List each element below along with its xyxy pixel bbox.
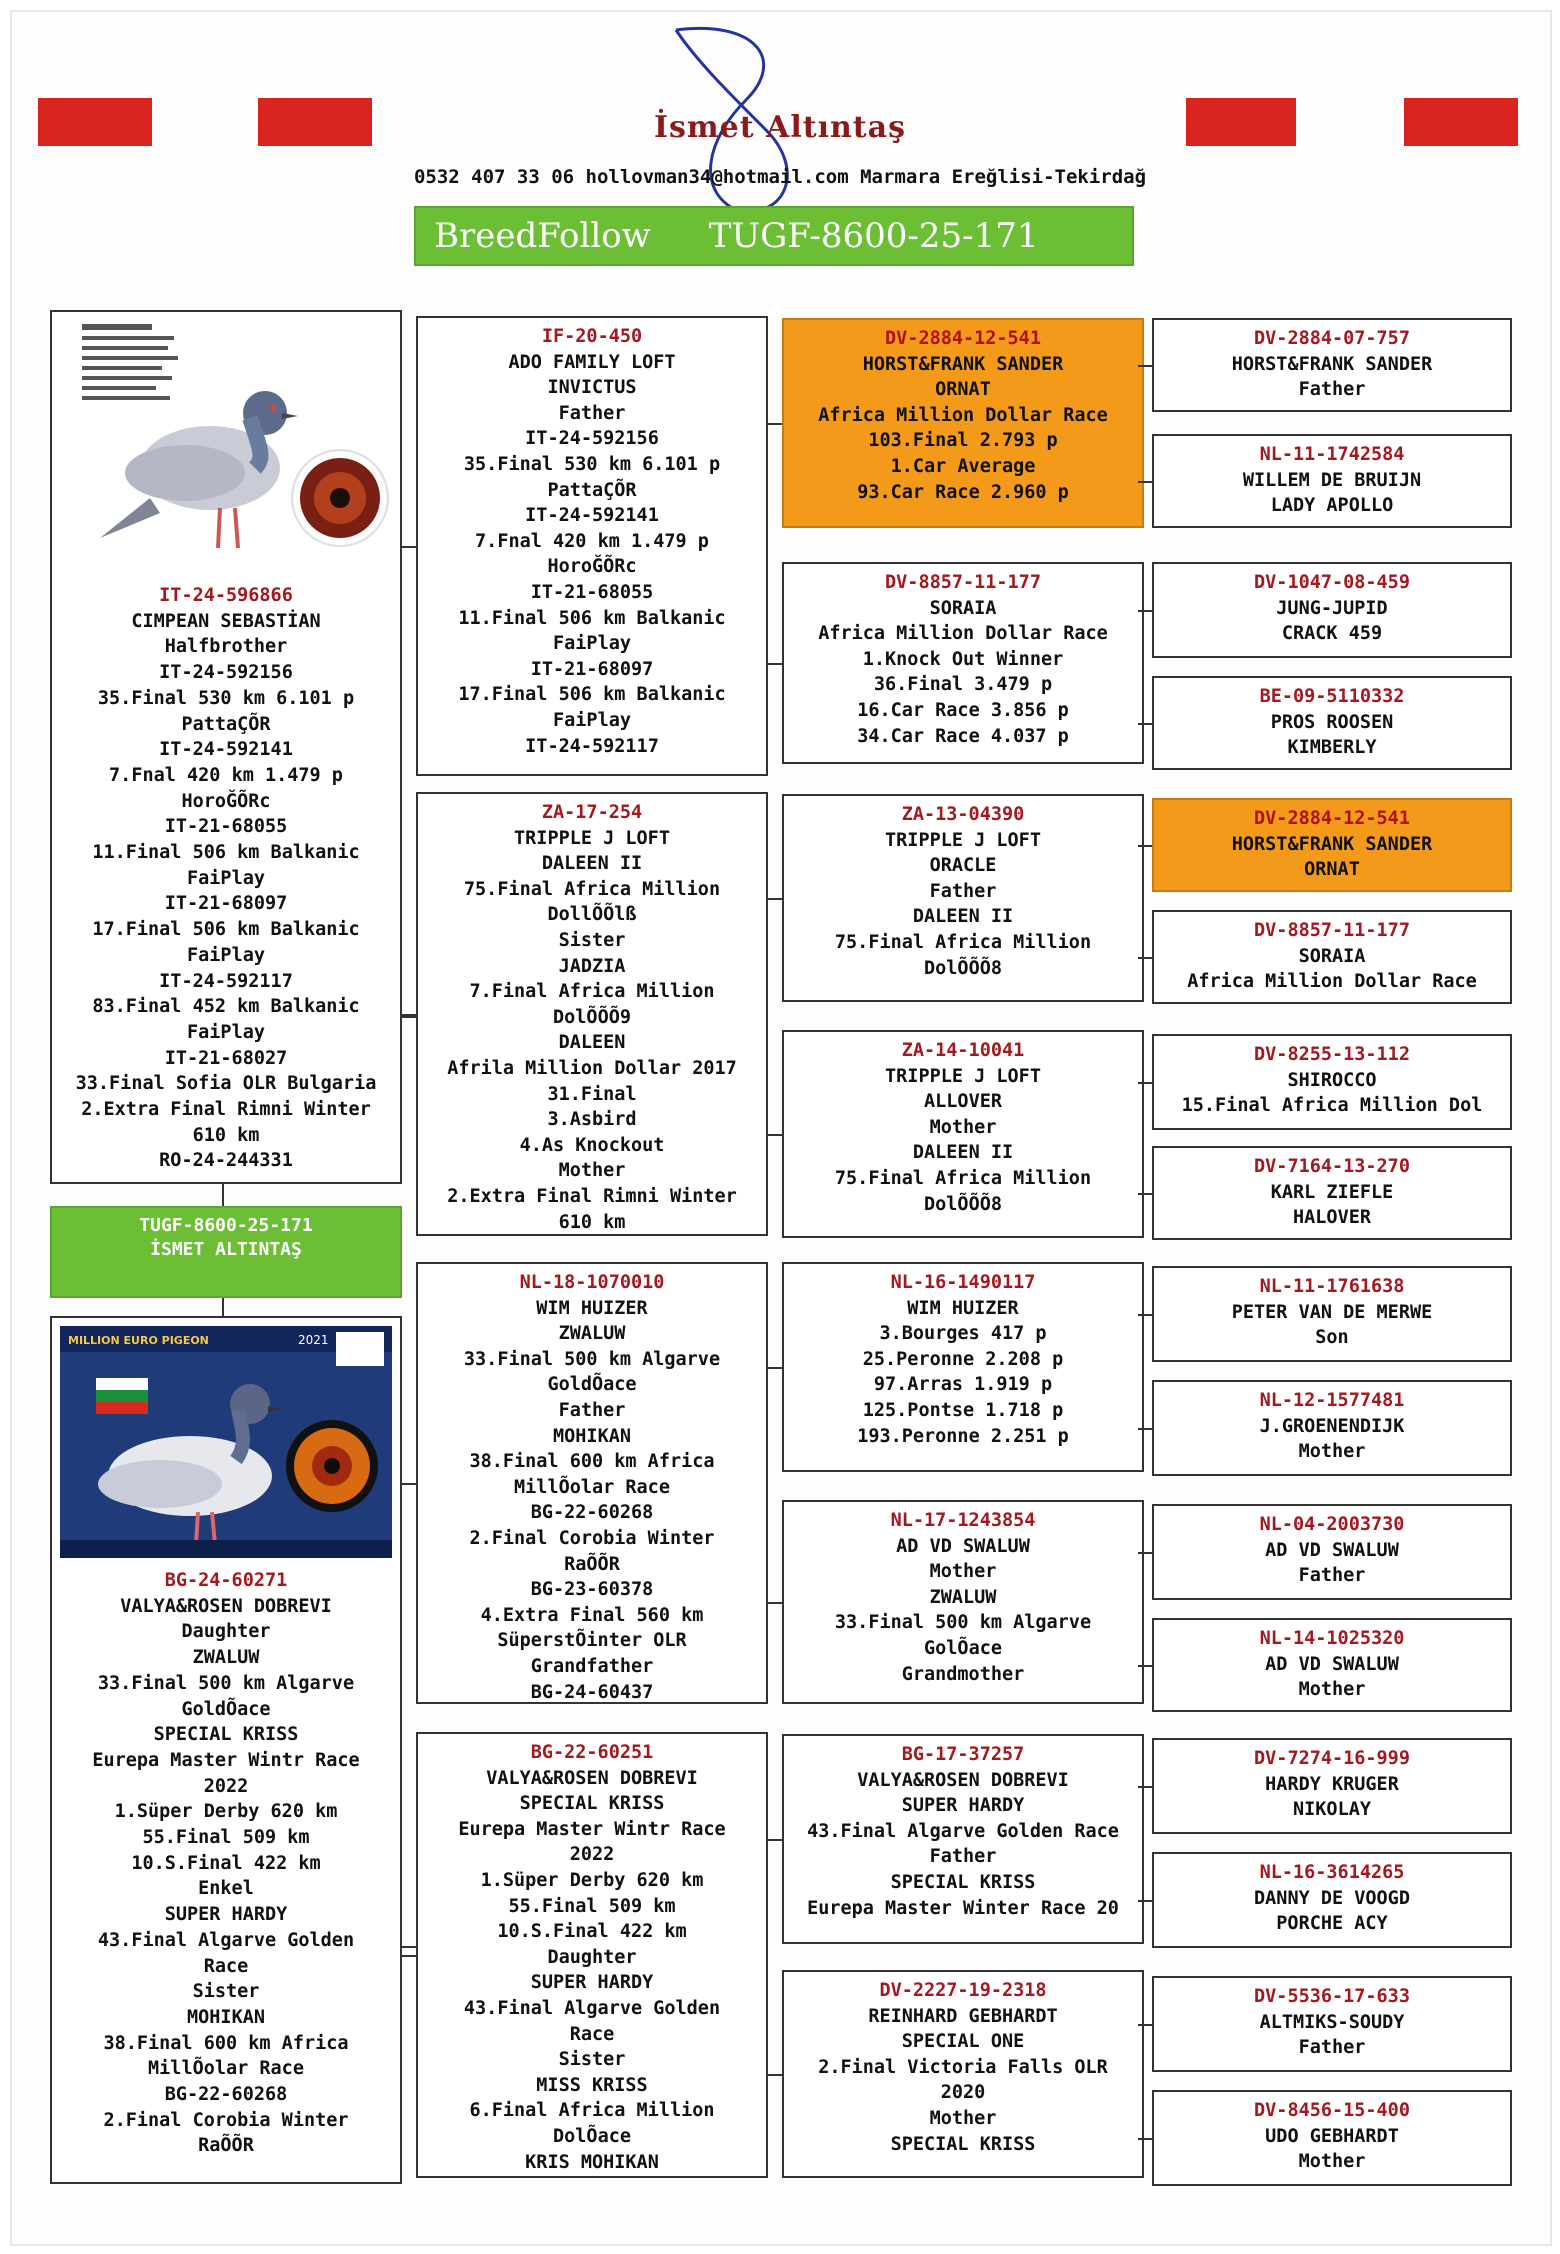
parent-line: MillÕolar Race bbox=[514, 1476, 670, 1498]
great-grandparent-line: HORST&FRANK SANDER bbox=[1231, 833, 1433, 855]
parent-line: 4.Extra Final 560 km bbox=[480, 1604, 704, 1626]
grandparent-card bbox=[782, 1500, 1144, 1704]
dam-line: Sister bbox=[192, 1981, 260, 2003]
grandparent-ring-number: DV-2884-12-541 bbox=[885, 328, 1041, 349]
parent-line: KRIS MOHIKAN bbox=[525, 2151, 659, 2173]
owner-name: İsmet Altıntaş bbox=[654, 110, 906, 145]
owner-code-name: İSMET ALTINTAŞ bbox=[150, 1239, 302, 1260]
subject-line: FaiPlay bbox=[187, 944, 265, 966]
great-grandparent-card bbox=[1152, 1976, 1512, 2072]
great-grandparent-ring-number: DV-8456-15-400 bbox=[1254, 2100, 1410, 2121]
parent-line: SUPER HARDY bbox=[530, 1972, 654, 1994]
grandparent-ring-number: BG-17-37257 bbox=[901, 1744, 1025, 1765]
parent-line: 55.Final 509 km bbox=[508, 1895, 676, 1917]
parent-line: FaiPlay bbox=[553, 633, 631, 655]
parent-ring-number: BG-22-60251 bbox=[530, 1742, 654, 1763]
subject-info bbox=[52, 583, 400, 1174]
great-grandparent-line: Son bbox=[1315, 1327, 1349, 1349]
grandparent-card bbox=[782, 562, 1144, 764]
subject-line: IT-21-68097 bbox=[164, 893, 288, 915]
dam-pigeon-image bbox=[60, 1326, 392, 1558]
great-grandparent-connector bbox=[1138, 610, 1152, 612]
great-grandparent-line: HORST&FRANK SANDER bbox=[1231, 353, 1433, 375]
great-grandparent-connector bbox=[1138, 1428, 1152, 1430]
grandparent-connector bbox=[768, 663, 782, 665]
great-grandparent-line: HARDY KRUGER bbox=[1265, 1773, 1399, 1795]
parent-line: Race bbox=[569, 2023, 615, 2045]
great-grandparent-line: J.GROENENDIJK bbox=[1259, 1415, 1405, 1437]
grandparent-line: Africa Million Dollar Race bbox=[818, 404, 1108, 426]
great-grandparent-line: LADY APOLLO bbox=[1270, 495, 1394, 517]
great-grandparent-connector bbox=[1138, 1665, 1152, 1667]
grandparent-line: TRIPPLE J LOFT bbox=[885, 829, 1041, 851]
dam-line: ZWALUW bbox=[192, 1647, 260, 1669]
great-grandparent-line: UDO GEBHARDT bbox=[1265, 2125, 1399, 2147]
parent-line: BG-22-60268 bbox=[530, 1502, 654, 1524]
grandparent-connector bbox=[768, 1134, 782, 1136]
parent-line: 2022 bbox=[569, 1844, 615, 1866]
parent-line: TRIPPLE J LOFT bbox=[514, 827, 670, 849]
parent-line: ZWALUW bbox=[558, 1323, 626, 1345]
subject-line: Halfbrother bbox=[164, 636, 288, 658]
great-grandparent-card bbox=[1152, 1852, 1512, 1948]
parent-line: DollÕÕlß bbox=[547, 904, 637, 926]
grandparent-line: 36.Final 3.479 p bbox=[873, 674, 1053, 696]
grandparent-card bbox=[782, 794, 1144, 1002]
parent-line: 31.Final bbox=[547, 1083, 637, 1105]
grandparent-ring-number: NL-17-1243854 bbox=[890, 1510, 1036, 1531]
great-grandparent-ring-number: DV-5536-17-633 bbox=[1254, 1986, 1410, 2007]
great-grandparent-ring-number: BE-09-5110332 bbox=[1259, 686, 1405, 707]
connector-banner-dam bbox=[222, 1298, 224, 1316]
great-grandparent-card bbox=[1152, 1738, 1512, 1834]
parent-line: 610 km bbox=[558, 1211, 626, 1233]
grandparent-line: Africa Million Dollar Race bbox=[818, 623, 1108, 645]
parent-line: 11.Final 506 km Balkanic bbox=[458, 607, 726, 629]
dam-line: 43.Final Algarve Golden bbox=[97, 1929, 355, 1951]
great-grandparent-ring-number: DV-8255-13-112 bbox=[1254, 1044, 1410, 1065]
subject-line: FaiPlay bbox=[187, 867, 265, 889]
great-grandparent-line: CRACK 459 bbox=[1281, 623, 1383, 645]
great-grandparent-connector bbox=[1138, 1193, 1152, 1195]
grandparent-line: 34.Car Race 4.037 p bbox=[857, 725, 1069, 747]
subject-line: 11.Final 506 km Balkanic bbox=[92, 842, 360, 864]
parent-line: VALYA&ROSEN DOBREVI bbox=[486, 1767, 698, 1789]
great-grandparent-card bbox=[1152, 562, 1512, 658]
great-grandparent-connector bbox=[1138, 481, 1152, 483]
great-grandparent-line: ALTMIKS-SOUDY bbox=[1259, 2011, 1405, 2033]
grandparent-line: SPECIAL KRISS bbox=[890, 1871, 1036, 1893]
great-grandparent-ring-number: NL-16-3614265 bbox=[1259, 1862, 1405, 1883]
great-grandparent-line: PETER VAN DE MERWE bbox=[1231, 1301, 1433, 1323]
great-grandparent-line: PORCHE ACY bbox=[1276, 1913, 1388, 1935]
parent-ring-number: IF-20-450 bbox=[541, 326, 643, 347]
subject-line: 7.Fnal 420 km 1.479 p bbox=[109, 764, 343, 786]
great-grandparent-card bbox=[1152, 798, 1512, 892]
great-grandparent-card bbox=[1152, 910, 1512, 1004]
grandparent-line: 103.Final 2.793 p bbox=[868, 430, 1058, 452]
grandparent-line: Mother bbox=[929, 2107, 997, 2129]
great-grandparent-ring-number: NL-04-2003730 bbox=[1259, 1514, 1405, 1535]
great-grandparent-connector bbox=[1138, 723, 1152, 725]
dam-line: SUPER HARDY bbox=[164, 1904, 288, 1926]
subject-line: 35.Final 530 km 6.101 p bbox=[97, 687, 355, 709]
great-grandparent-connector bbox=[1138, 1314, 1152, 1316]
great-grandparent-card bbox=[1152, 1504, 1512, 1600]
parent-line: PattaÇÕR bbox=[547, 479, 637, 501]
parent-line: DolÕace bbox=[553, 2125, 631, 2147]
great-grandparent-line: JUNG-JUPID bbox=[1276, 597, 1388, 619]
grandparent-line: ORNAT bbox=[935, 379, 991, 401]
subject-pigeon-card bbox=[50, 310, 402, 1184]
pigeon-image bbox=[60, 318, 394, 573]
parent-line: DolÕÕÕ9 bbox=[553, 1006, 631, 1028]
dam-line: 33.Final 500 km Algarve bbox=[97, 1672, 355, 1694]
grandparent-line: WIM HUIZER bbox=[907, 1297, 1019, 1319]
great-grandparent-card bbox=[1152, 1034, 1512, 1130]
breedfollow-banner bbox=[414, 206, 1134, 266]
grandparent-line: 75.Final Africa Million bbox=[834, 931, 1092, 953]
parent-line: IT-24-592117 bbox=[525, 735, 659, 757]
subject-line: 83.Final 452 km Balkanic bbox=[92, 996, 360, 1018]
grandparent-line: GolÕace bbox=[924, 1637, 1002, 1659]
parent-line: SüperstÕinter OLR bbox=[497, 1630, 687, 1652]
great-grandparent-connector bbox=[1138, 2024, 1152, 2026]
dam-photo bbox=[60, 1326, 392, 1558]
parent-line: 10.S.Final 422 km bbox=[497, 1921, 687, 1943]
great-grandparent-connector bbox=[1138, 365, 1152, 367]
great-grandparent-line: Mother bbox=[1298, 1679, 1366, 1701]
grandparent-connector bbox=[768, 1839, 782, 1841]
grandparent-line: 16.Car Race 3.856 p bbox=[857, 699, 1069, 721]
dam-pigeon-card bbox=[50, 1316, 402, 2184]
subject-line: IT-24-592156 bbox=[159, 662, 293, 684]
dam-line: Enkel bbox=[198, 1878, 254, 1900]
parent-card bbox=[416, 1732, 768, 2178]
subject-line: IT-24-592117 bbox=[159, 970, 293, 992]
parent-line: 17.Final 506 km Balkanic bbox=[458, 684, 726, 706]
great-grandparent-ring-number: DV-7164-13-270 bbox=[1254, 1156, 1410, 1177]
grandparent-ring-number: ZA-14-10041 bbox=[901, 1040, 1025, 1061]
parent-line: Mother bbox=[558, 1160, 626, 1182]
great-grandparent-ring-number: DV-1047-08-459 bbox=[1254, 572, 1410, 593]
grandparent-line: DolÕÕÕ8 bbox=[924, 1193, 1002, 1215]
dam-line: MillÕolar Race bbox=[148, 2058, 304, 2080]
grandparent-line: Mother bbox=[929, 1116, 997, 1138]
grandparent-ring-number: DV-8857-11-177 bbox=[885, 572, 1041, 593]
dam-line: 2.Final Corobia Winter bbox=[103, 2109, 349, 2131]
grandparent-line: SORAIA bbox=[929, 597, 997, 619]
parent-line: IT-24-592156 bbox=[525, 428, 659, 450]
grandparent-line: 1.Car Average bbox=[890, 455, 1036, 477]
parent-line: FaiPlay bbox=[553, 709, 631, 731]
dam-line: MOHIKAN bbox=[187, 2006, 265, 2028]
great-grandparent-ring-number: NL-12-1577481 bbox=[1259, 1390, 1405, 1411]
grandparent-card bbox=[782, 1030, 1144, 1238]
parent-line: MOHIKAN bbox=[553, 1425, 631, 1447]
dam-line: 1.Süper Derby 620 km bbox=[114, 1801, 338, 1823]
owner-code-banner bbox=[50, 1206, 402, 1298]
parent-line: INVICTUS bbox=[547, 377, 637, 399]
grandparent-card bbox=[782, 1734, 1144, 1944]
parent-line: Sister bbox=[558, 929, 626, 951]
dam-line: RaÕÕR bbox=[198, 2135, 254, 2157]
great-grandparent-card bbox=[1152, 1618, 1512, 1712]
great-grandparent-line: WILLEM DE BRUIJN bbox=[1242, 469, 1422, 491]
parent-line: 38.Final 600 km Africa bbox=[469, 1451, 715, 1473]
parent-line: 6.Final Africa Million bbox=[469, 2100, 715, 2122]
great-grandparent-line: Mother bbox=[1298, 1441, 1366, 1463]
parent-line: Father bbox=[558, 1399, 626, 1421]
grandparent-ring-number: DV-2227-19-2318 bbox=[879, 1980, 1047, 2001]
subject-line: IT-21-68027 bbox=[164, 1047, 288, 1069]
breedfollow-code: TUGF-8600-25-171 bbox=[708, 216, 1039, 256]
connector-subject-gen1 bbox=[402, 1016, 416, 1018]
grandparent-line: 2020 bbox=[940, 2082, 986, 2104]
subject-line: 33.Final Sofia OLR Bulgaria bbox=[75, 1073, 377, 1095]
parent-line: 33.Final 500 km Algarve bbox=[463, 1348, 721, 1370]
great-grandparent-line: Mother bbox=[1298, 2151, 1366, 2173]
great-grandparent-line: HALOVER bbox=[1293, 1207, 1371, 1229]
parent-line: 7.Final Africa Million bbox=[469, 981, 715, 1003]
grandparent-connector bbox=[768, 423, 782, 425]
parent-line: WIM HUIZER bbox=[536, 1297, 648, 1319]
parent-line: Grandfather bbox=[530, 1655, 654, 1677]
connector-subject-banner bbox=[222, 1184, 224, 1206]
great-grandparent-card bbox=[1152, 434, 1512, 528]
great-grandparent-line: KARL ZIEFLE bbox=[1270, 1181, 1394, 1203]
grandparent-line: AD VD SWALUW bbox=[896, 1535, 1030, 1557]
dam-line: VALYA&ROSEN DOBREVI bbox=[120, 1595, 332, 1617]
dam-line: GoldÕace bbox=[181, 1698, 271, 1720]
grandparent-line: DolÕÕÕ8 bbox=[924, 957, 1002, 979]
grandparent-ring-number: NL-16-1490117 bbox=[890, 1272, 1036, 1293]
parent-line: Afrila Million Dollar 2017 bbox=[447, 1057, 737, 1079]
grandparent-line: 93.Car Race 2.960 p bbox=[857, 481, 1069, 503]
grandparent-line: SPECIAL ONE bbox=[901, 2031, 1025, 2053]
great-grandparent-line: 15.Final Africa Million Dol bbox=[1181, 1095, 1483, 1117]
grandparent-line: SUPER HARDY bbox=[901, 1795, 1025, 1817]
parent-line: Daughter bbox=[547, 1946, 637, 1968]
grandparent-line: ORACLE bbox=[929, 855, 997, 877]
contact-info: 0532 407 33 06 hollovman34@hotmail.com Marmara Ereğlisi-Tekirdağ bbox=[413, 166, 1147, 188]
parent-line: IT-21-68097 bbox=[530, 658, 654, 680]
great-grandparent-ring-number: NL-11-1742584 bbox=[1259, 444, 1405, 465]
great-grandparent-connector bbox=[1138, 957, 1152, 959]
great-grandparent-card bbox=[1152, 1266, 1512, 1362]
parent-connector bbox=[402, 546, 416, 548]
subject-line: PattaÇÕR bbox=[181, 713, 271, 735]
subject-line: HoroĞÕRc bbox=[181, 790, 271, 812]
parent-line: HoroĞÕRc bbox=[547, 556, 637, 578]
parent-line: 35.Final 530 km 6.101 p bbox=[463, 453, 721, 475]
great-grandparent-connector bbox=[1138, 845, 1152, 847]
subject-line: IT-24-592141 bbox=[159, 739, 293, 761]
owner-code: TUGF-8600-25-171 bbox=[139, 1215, 313, 1236]
breedfollow-label: BreedFollow bbox=[434, 216, 651, 256]
great-grandparent-line: PROS ROOSEN bbox=[1270, 711, 1394, 733]
parent-line: MISS KRISS bbox=[536, 2074, 648, 2096]
parent-line: BG-24-60437 bbox=[530, 1681, 654, 1703]
grandparent-line: 3.Bourges 417 p bbox=[879, 1323, 1047, 1345]
grandparent-card bbox=[782, 318, 1144, 528]
parent-line: 4.As Knockout bbox=[519, 1134, 665, 1156]
parent-connector bbox=[402, 1014, 416, 1016]
great-grandparent-card bbox=[1152, 2090, 1512, 2186]
subject-photo bbox=[60, 318, 392, 573]
great-grandparent-line: Africa Million Dollar Race bbox=[1187, 971, 1477, 993]
parent-line: ADO FAMILY LOFT bbox=[508, 351, 676, 373]
grandparent-line: 75.Final Africa Million bbox=[834, 1167, 1092, 1189]
subject-line: 17.Final 506 km Balkanic bbox=[92, 919, 360, 941]
grandparent-card bbox=[782, 1970, 1144, 2178]
parent-connector bbox=[402, 1483, 416, 1485]
subject-line: CIMPEAN SEBASTİAN bbox=[131, 610, 321, 632]
grandparent-line: 193.Peronne 2.251 p bbox=[857, 1425, 1069, 1447]
great-grandparent-connector bbox=[1138, 1900, 1152, 1902]
parent-ring-number: NL-18-1070010 bbox=[519, 1272, 665, 1293]
grandparent-line: 2.Final Victoria Falls OLR bbox=[818, 2056, 1108, 2078]
grandparent-line: Mother bbox=[929, 1561, 997, 1583]
grandparent-line: Eurepa Master Winter Race 20 bbox=[807, 1897, 1119, 1919]
parent-card bbox=[416, 792, 768, 1236]
great-grandparent-card bbox=[1152, 1380, 1512, 1476]
parent-line: 75.Final Africa Million bbox=[463, 878, 721, 900]
subject-line: 610 km bbox=[192, 1124, 260, 1146]
parent-line: DALEEN bbox=[558, 1032, 626, 1054]
grandparent-ring-number: ZA-13-04390 bbox=[901, 804, 1025, 825]
grandparent-line: REINHARD GEBHARDT bbox=[868, 2005, 1058, 2027]
great-grandparent-connector bbox=[1138, 1786, 1152, 1788]
dam-photo-year: 2021 bbox=[298, 1333, 329, 1347]
parent-card bbox=[416, 316, 768, 776]
great-grandparent-line: AD VD SWALUW bbox=[1265, 1653, 1399, 1675]
grandparent-line: Father bbox=[929, 880, 997, 902]
great-grandparent-connector bbox=[1138, 2138, 1152, 2140]
parent-line: Eurepa Master Wintr Race bbox=[458, 1818, 726, 1840]
great-grandparent-line: Father bbox=[1298, 379, 1366, 401]
grandparent-line: 125.Pontse 1.718 p bbox=[862, 1399, 1064, 1421]
dam-line: 38.Final 600 km Africa bbox=[103, 2032, 349, 2054]
great-grandparent-ring-number: DV-8857-11-177 bbox=[1254, 920, 1410, 941]
great-grandparent-line: Father bbox=[1298, 2037, 1366, 2059]
dam-line: Eurepa Master Wintr Race bbox=[92, 1749, 360, 1771]
parent-line: IT-21-68055 bbox=[530, 581, 654, 603]
dam-line: 2022 bbox=[203, 1775, 249, 1797]
parent-line: Sister bbox=[558, 2049, 626, 2071]
grandparent-line: DALEEN II bbox=[912, 906, 1014, 928]
parent-line: DALEEN II bbox=[541, 853, 643, 875]
grandparent-line: ZWALUW bbox=[929, 1586, 997, 1608]
connector-dam-gen1 bbox=[402, 1946, 416, 1948]
parent-line: IT-24-592141 bbox=[525, 505, 659, 527]
parent-line: 1.Süper Derby 620 km bbox=[480, 1869, 704, 1891]
dam-info bbox=[52, 1568, 400, 2159]
grandparent-card bbox=[782, 1262, 1144, 1472]
grandparent-line: ALLOVER bbox=[924, 1091, 1002, 1113]
dam-line: Race bbox=[203, 1955, 249, 1977]
great-grandparent-ring-number: NL-11-1761638 bbox=[1259, 1276, 1405, 1297]
dam-line: 10.S.Final 422 km bbox=[131, 1852, 321, 1874]
grandparent-line: Grandmother bbox=[901, 1663, 1025, 1685]
subject-line: IT-21-68055 bbox=[164, 816, 288, 838]
great-grandparent-ring-number: NL-14-1025320 bbox=[1259, 1628, 1405, 1649]
parent-line: 7.Fnal 420 km 1.479 p bbox=[475, 530, 709, 552]
grandparent-connector bbox=[768, 898, 782, 900]
grandparent-line: 43.Final Algarve Golden Race bbox=[807, 1820, 1119, 1842]
grandparent-connector bbox=[768, 1367, 782, 1369]
great-grandparent-line: SHIROCCO bbox=[1287, 1069, 1377, 1091]
grandparent-line: Father bbox=[929, 1846, 997, 1868]
grandparent-line: VALYA&ROSEN DOBREVI bbox=[857, 1769, 1069, 1791]
dam-ring-number: BG-24-60271 bbox=[164, 1570, 288, 1591]
parent-line: GoldÕace bbox=[547, 1374, 637, 1396]
great-grandparent-ring-number: DV-2884-12-541 bbox=[1254, 808, 1410, 829]
grandparent-connector bbox=[768, 2074, 782, 2076]
grandparent-line: DALEEN II bbox=[912, 1142, 1014, 1164]
subject-line: RO-24-244331 bbox=[159, 1150, 293, 1172]
parent-line: 2.Final Corobia Winter bbox=[469, 1527, 715, 1549]
parent-card bbox=[416, 1262, 768, 1704]
grandparent-line: 33.Final 500 km Algarve bbox=[834, 1612, 1092, 1634]
parent-line: 43.Final Algarve Golden bbox=[463, 1997, 721, 2019]
dam-line: 55.Final 509 km bbox=[142, 1827, 310, 1849]
great-grandparent-line: ORNAT bbox=[1304, 859, 1360, 881]
parent-line: SPECIAL KRISS bbox=[519, 1793, 665, 1815]
great-grandparent-connector bbox=[1138, 1552, 1152, 1554]
dam-photo-caption: MILLION EURO PIGEON bbox=[68, 1334, 209, 1347]
great-grandparent-card bbox=[1152, 1146, 1512, 1240]
parent-line: Father bbox=[558, 402, 626, 424]
parent-line: 2.Extra Final Rimni Winter bbox=[447, 1185, 737, 1207]
great-grandparent-line: Father bbox=[1298, 1565, 1366, 1587]
grandparent-line: 97.Arras 1.919 p bbox=[873, 1374, 1053, 1396]
grandparent-line: SPECIAL KRISS bbox=[890, 2133, 1036, 2155]
great-grandparent-connector bbox=[1138, 1082, 1152, 1084]
subject-line: FaiPlay bbox=[187, 1021, 265, 1043]
subject-line: 2.Extra Final Rimni Winter bbox=[81, 1099, 371, 1121]
great-grandparent-line: DANNY DE VOOGD bbox=[1254, 1887, 1410, 1909]
great-grandparent-ring-number: DV-2884-07-757 bbox=[1254, 328, 1410, 349]
subject-ring-number: IT-24-596866 bbox=[159, 585, 293, 606]
parent-connector bbox=[402, 1955, 416, 1957]
dam-line: Daughter bbox=[181, 1621, 271, 1643]
great-grandparent-line: KIMBERLY bbox=[1287, 737, 1377, 759]
great-grandparent-line: NIKOLAY bbox=[1293, 1799, 1371, 1821]
grandparent-line: TRIPPLE J LOFT bbox=[885, 1065, 1041, 1087]
parent-line: RaÕÕR bbox=[564, 1553, 620, 1575]
parent-line: JADZIA bbox=[558, 955, 626, 977]
great-grandparent-card bbox=[1152, 318, 1512, 412]
parent-line: BG-23-60378 bbox=[530, 1579, 654, 1601]
great-grandparent-ring-number: DV-7274-16-999 bbox=[1254, 1748, 1410, 1769]
great-grandparent-line: AD VD SWALUW bbox=[1265, 1539, 1399, 1561]
dam-line: SPECIAL KRISS bbox=[153, 1724, 299, 1746]
grandparent-connector bbox=[768, 1602, 782, 1604]
parent-line: 3.Asbird bbox=[547, 1109, 637, 1131]
great-grandparent-card bbox=[1152, 676, 1512, 770]
grandparent-line: 25.Peronne 2.208 p bbox=[862, 1348, 1064, 1370]
grandparent-line: HORST&FRANK SANDER bbox=[862, 353, 1064, 375]
grandparent-line: 1.Knock Out Winner bbox=[862, 648, 1064, 670]
dam-line: BG-22-60268 bbox=[164, 2084, 288, 2106]
parent-ring-number: ZA-17-254 bbox=[541, 802, 643, 823]
great-grandparent-line: SORAIA bbox=[1298, 945, 1366, 967]
